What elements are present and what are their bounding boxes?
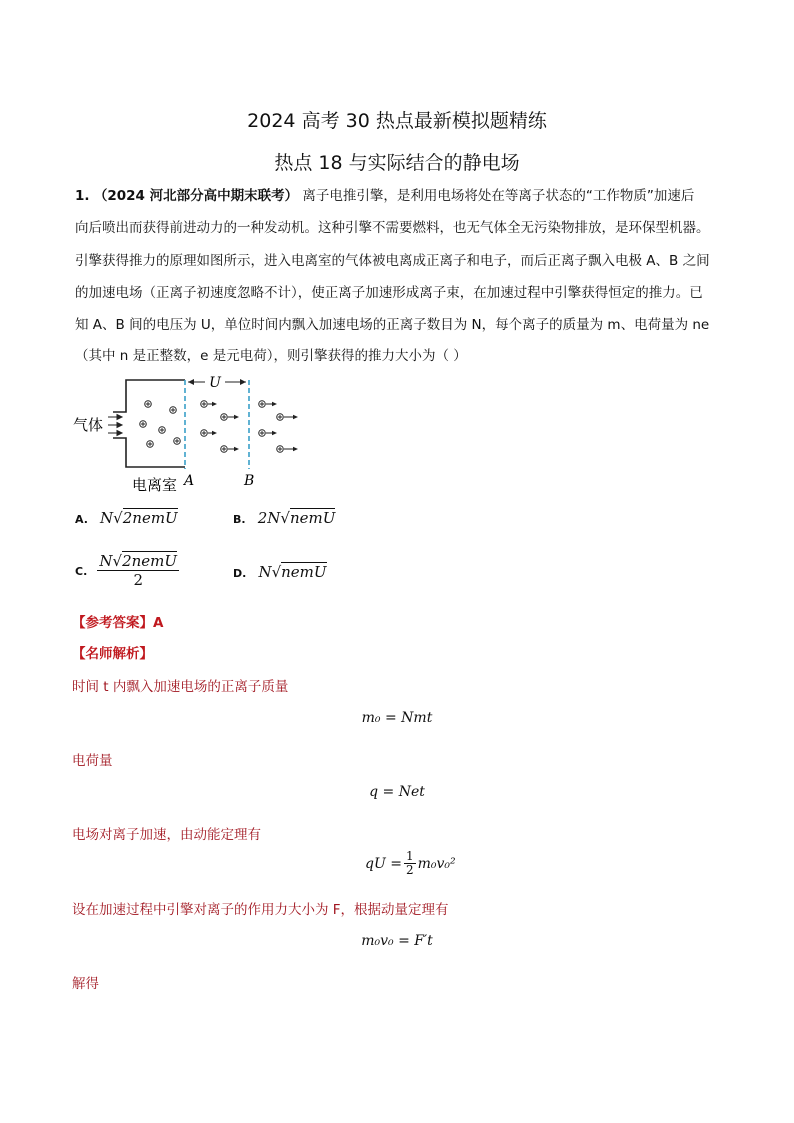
ion-engine-diagram	[70, 372, 320, 497]
equation-3: qU = $\frac{1}{2}$ m₀v₀²	[365, 849, 456, 877]
question-text-1: 离子电推引擎，是利用电场将处在等离子状态的“工作物质”加速后	[302, 188, 695, 204]
electrode-b-label: B	[244, 473, 255, 489]
question-line-3: 引擎获得推力的原理如图所示，进入电离室的气体被电离成正离子和电子，而后正离子飘入电极 A、B 之间	[75, 253, 710, 269]
equation-4: m₀v₀ = F′t	[361, 933, 433, 949]
electrode-a-label: A	[184, 473, 195, 489]
answer-label: 【参考答案】A	[72, 615, 164, 631]
option-a[interactable]: A. N√2nemU	[75, 509, 178, 527]
gas-inlet-arrows	[108, 415, 122, 436]
page-subtitle: 热点 18 与实际结合的静电场	[274, 152, 520, 174]
chamber-ions	[140, 401, 181, 448]
option-c[interactable]: $_{C.}$ N√2nemU 2	[75, 552, 178, 589]
option-d[interactable]: D. N√nemU	[233, 563, 327, 581]
solution-step-2: 电荷量	[72, 753, 113, 769]
equation-1: m₀ = Nmt	[361, 710, 433, 726]
option-b[interactable]: B. 2N√nemU	[233, 509, 336, 527]
chamber-label: 电离室	[132, 476, 178, 494]
solution-step-4: 设在加速过程中引擎对离子的作用力大小为 F，根据动量定理有	[72, 902, 449, 918]
solution-step-1: 时间 t 内飘入加速电场的正离子质量	[72, 679, 289, 695]
voltage-label: U	[209, 375, 221, 391]
page-title: 2024 高考 30 热点最新模拟题精练	[247, 110, 547, 132]
equation-2: q = Net	[369, 784, 425, 800]
question-line-4: 的加速电场（正离子初速度忽略不计），使正离子加速形成离子束，在加速过程中引擎获得恒定的推力。已	[75, 285, 703, 301]
question-number: 1.	[75, 188, 90, 204]
question-source: （2024 河北部分高中期末联考）	[93, 188, 299, 204]
analysis-label: 【名师解析】	[72, 646, 153, 662]
question-line-1	[75, 186, 735, 206]
question-line-2: 向后喷出而获得前进动力的一种发动机。这种引擎不需要燃料，也无气体全无污染物排放，是环保型机器。	[75, 220, 710, 236]
gas-label: 气体	[73, 416, 104, 434]
solution-step-3: 电场对离子加速，由动能定理有	[72, 827, 261, 843]
question-line-5: 知 A、B 间的电压为 U，单位时间内飘入加速电场的正离子数目为 N，每个离子的质量为 m、电荷量为 ne	[75, 317, 710, 333]
solution-step-5: 解得	[72, 976, 99, 992]
question-line-6: （其中 n 是正整数，e 是元电荷），则引擎获得的推力大小为（ ）	[75, 348, 467, 364]
